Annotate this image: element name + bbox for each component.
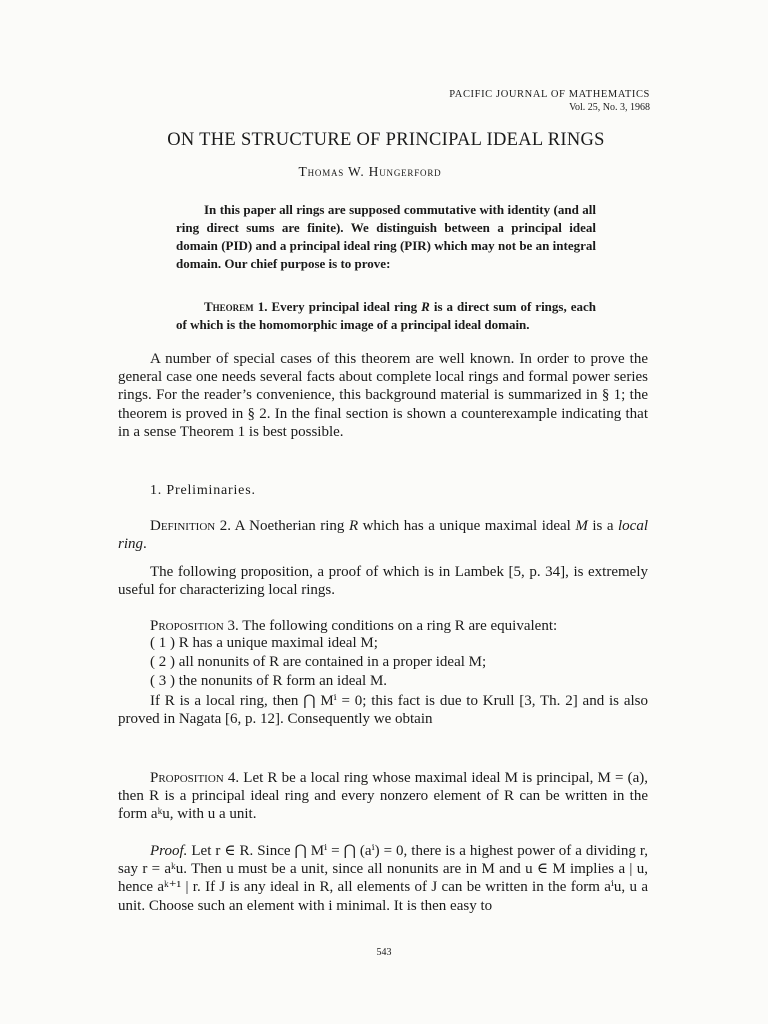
proposition-4	[118, 769, 648, 824]
abstract-paragraph: In this paper all rings are supposed commutative with identity (and all ring direct sums are finite). We distinguish between a principal ideal domain (PID) and a principal ideal ring (PIR) which may not be an integral domain. Our chief purpose is to prove:	[176, 202, 596, 271]
proof-paragraph	[118, 842, 648, 915]
proposition-4-number: 4.	[223, 770, 240, 786]
theorem-1	[176, 298, 596, 334]
definition-term: local ring	[118, 518, 649, 553]
condition-3: ( 3 ) the nonunits of R form an ideal M.	[150, 673, 388, 689]
theorem-text-b: is a direct sum of rings, each of which is the homomorphic image of a principal ideal domain.	[176, 299, 597, 332]
journal-name: PACIFIC JOURNAL OF MATHEMATICS	[449, 89, 650, 100]
definition-end: .	[143, 536, 147, 553]
definition-ideal-symbol: M	[575, 518, 588, 534]
proposition-4-label: Proposition	[150, 770, 224, 786]
journal-volume: Vol. 25, No. 3, 1968	[569, 102, 650, 113]
section-heading-preliminaries: 1. Preliminaries.	[150, 483, 256, 498]
paper-title: ON THE STRUCTURE OF PRINCIPAL IDEAL RINGS	[167, 130, 605, 150]
definition-text-c: is a	[587, 518, 619, 534]
definition-2	[118, 517, 648, 553]
definition-label: Definition	[150, 518, 216, 534]
theorem-ring-symbol: R	[421, 299, 430, 314]
page-number: 543	[376, 947, 392, 958]
proposition-4-text: Let R be a local ring whose maximal ideal M is principal, M = (a), then R is a principal ideal ring and every nonzero element of R can be written in the form aᵏu, with u a unit.	[118, 770, 649, 823]
intro-paragraph: A number of special cases of this theorem are well known. In order to prove the general case one needs several facts about complete local rings and formal power series rings. For the reader’s convenience, this background material is summarized in § 1; the theorem is proved in § 2. In the final section is shown a counterexample indicating that in a sense Theorem 1 is best possible.	[118, 351, 648, 440]
definition-text-b: which has a unique maximal ideal	[358, 518, 576, 534]
author-name: Thomas W. Hungerford	[298, 164, 442, 179]
theorem-number: 1.	[253, 299, 268, 314]
krull-paragraph: If R is a local ring, then ⋂ Mⁱ = 0; this fact is due to Krull [3, Th. 2] and is also proved in Nagata [6, p. 12]. Consequently we obtain	[118, 693, 648, 728]
definition-number: 2.	[215, 518, 231, 534]
condition-2: ( 2 ) all nonunits of R are contained in a proper ideal M;	[150, 654, 487, 670]
proposition-3-label: Proposition	[150, 618, 224, 634]
proposition-3-text: The following conditions on a ring R are equivalent:	[238, 618, 558, 634]
proposition-intro-paragraph: The following proposition, a proof of which is in Lambek [5, p. 34], is extremely useful for characterizing local rings.	[118, 564, 648, 599]
theorem-text-a: Every principal ideal ring	[267, 299, 422, 314]
definition-text-a: A Noetherian ring	[230, 518, 349, 534]
proposition-3-number: 3.	[223, 618, 239, 634]
proof-text: Let r ∈ R. Since ⋂ Mⁱ = ⋂ (aⁱ) = 0, there is a highest power of a dividing r, say r = aᵏu. Then u must be a unit, since all nonunits are in M and u ∈ M implies a | u, hence aᵏ⁺¹ | r. If J is any ideal in R, all elements of J can be written in the form aⁱu, u a unit. Choose such an element with i minimal. It is then easy to	[118, 843, 648, 914]
proof-label: Proof.	[150, 843, 188, 859]
condition-1: ( 1 ) R has a unique maximal ideal M;	[150, 635, 378, 651]
theorem-label: Theorem	[204, 299, 254, 314]
proposition-3	[118, 617, 648, 635]
definition-ring-symbol: R	[348, 518, 359, 534]
